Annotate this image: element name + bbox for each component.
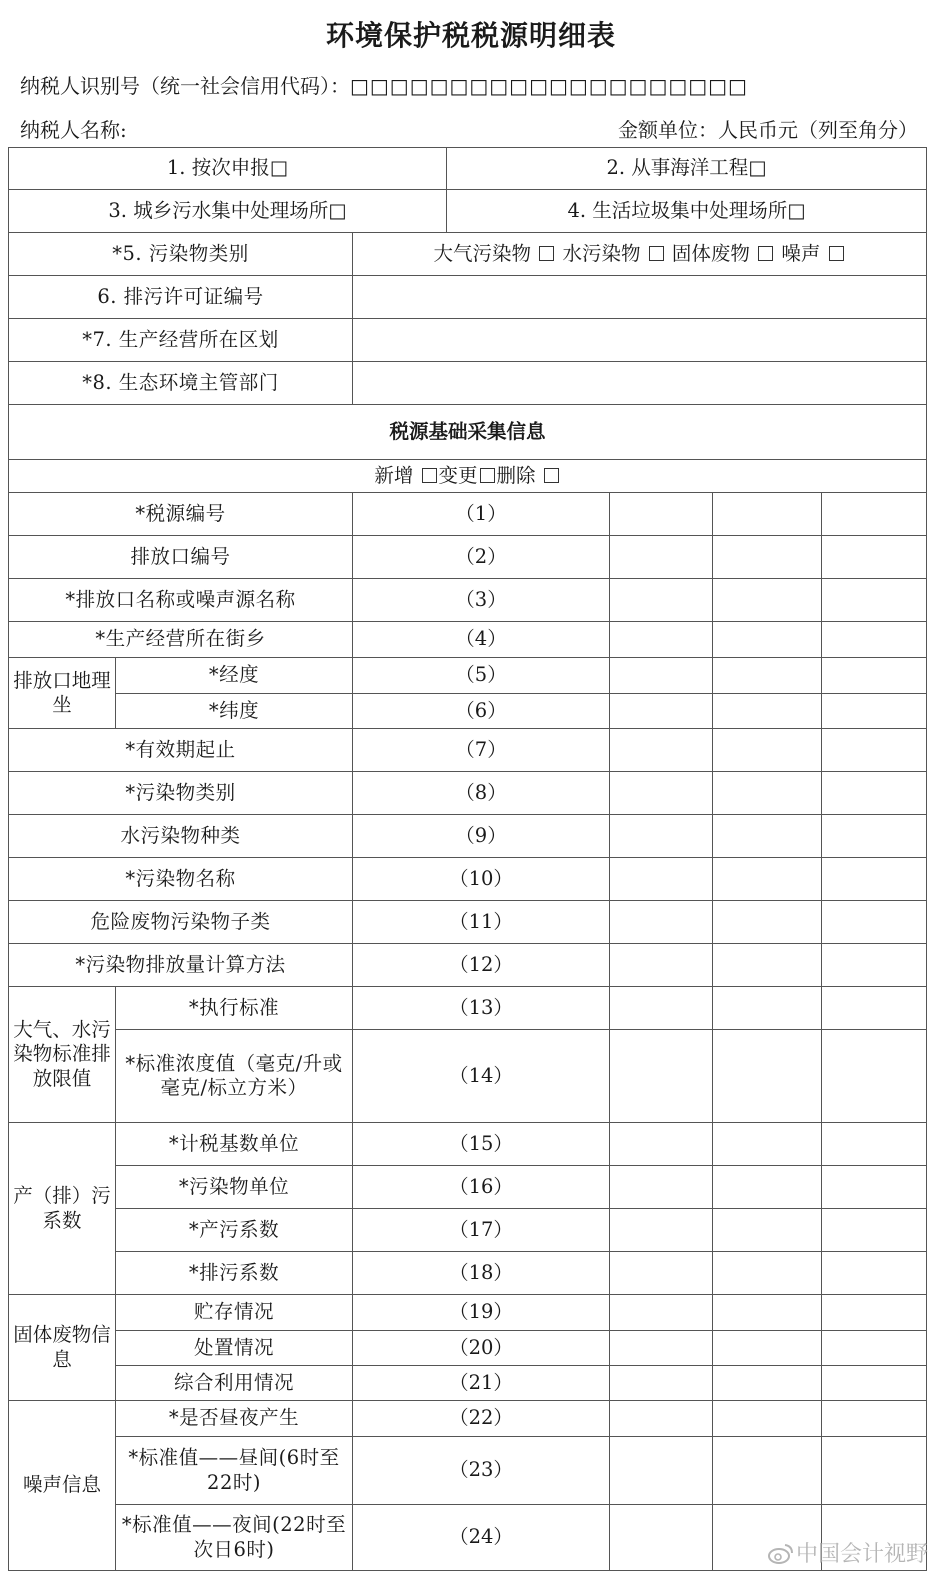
checkbox[interactable]: [544, 468, 559, 483]
pollutant-type-options: [353, 233, 927, 276]
watermark-text: 中国会计视野: [795, 1542, 928, 1567]
value-cell[interactable]: [610, 1331, 713, 1366]
value-cell[interactable]: [713, 493, 822, 536]
value-cell[interactable]: [822, 1166, 927, 1209]
value-cell[interactable]: [822, 1252, 927, 1295]
watermark: [768, 1537, 928, 1571]
value-cell[interactable]: [822, 901, 927, 944]
permit-number-label: 6. 排污许可证编号: [9, 276, 353, 319]
value-cell[interactable]: [610, 1166, 713, 1209]
row-number: （14）: [353, 1030, 610, 1123]
row-label: *计税基数单位: [116, 1123, 353, 1166]
value-cell[interactable]: [610, 987, 713, 1030]
option-marine-engineering[interactable]: 2. 从事海洋工程□: [447, 148, 927, 190]
tax-source-table: [8, 147, 927, 1571]
row-number: （5）: [353, 658, 610, 694]
checkbox[interactable]: [539, 246, 554, 261]
weibo-icon: [768, 1543, 794, 1571]
value-cell[interactable]: [610, 1366, 713, 1401]
value-cell[interactable]: [822, 1331, 927, 1366]
value-cell[interactable]: [822, 579, 927, 622]
value-cell[interactable]: [713, 858, 822, 901]
row-number: （17）: [353, 1209, 610, 1252]
taxpayer-id-boxes[interactable]: □□□□□□□□□□□□□□□□□□□□: [350, 74, 748, 98]
value-cell[interactable]: [610, 1252, 713, 1295]
value-cell[interactable]: [610, 1209, 713, 1252]
value-cell[interactable]: [713, 658, 822, 694]
region-label: *7. 生产经营所在区划: [9, 319, 353, 362]
value-cell[interactable]: [713, 987, 822, 1030]
group-label-emission-standard: 大气、水污染物标准排放限值: [9, 987, 116, 1123]
row-label: *经度: [116, 658, 353, 694]
row-number: （9）: [353, 815, 610, 858]
row-number: （10）: [353, 858, 610, 901]
row-label: *排污系数: [116, 1252, 353, 1295]
value-cell[interactable]: [822, 815, 927, 858]
group-label-noise: 噪声信息: [9, 1401, 116, 1571]
value-cell[interactable]: [610, 944, 713, 987]
value-cell[interactable]: [822, 493, 927, 536]
row-label: *产污系数: [116, 1209, 353, 1252]
value-cell[interactable]: [822, 1123, 927, 1166]
value-cell[interactable]: [713, 1295, 822, 1331]
row-label: *是否昼夜产生: [116, 1401, 353, 1437]
value-cell[interactable]: [713, 1123, 822, 1166]
option-delete[interactable]: 删除: [497, 464, 561, 487]
value-cell[interactable]: [713, 622, 822, 658]
row-label: 处置情况: [116, 1331, 353, 1366]
row-label: 综合利用情况: [116, 1366, 353, 1401]
row-label: *标准浓度值（毫克/升或毫克/标立方米）: [116, 1030, 353, 1123]
value-cell[interactable]: [610, 622, 713, 658]
row-label: *污染物类别: [9, 772, 353, 815]
row-label: *生产经营所在街乡: [9, 622, 353, 658]
row-label: 危险废物污染物子类: [9, 901, 353, 944]
value-cell[interactable]: [713, 579, 822, 622]
value-cell[interactable]: [713, 694, 822, 729]
row-label: *税源编号: [9, 493, 353, 536]
row-number: （12）: [353, 944, 610, 987]
value-cell[interactable]: [610, 579, 713, 622]
value-cell[interactable]: [610, 1401, 713, 1437]
value-cell[interactable]: [713, 901, 822, 944]
option-add[interactable]: 新增: [374, 464, 438, 487]
value-cell[interactable]: [822, 729, 927, 772]
value-cell[interactable]: [610, 729, 713, 772]
row-label: *执行标准: [116, 987, 353, 1030]
value-cell[interactable]: [713, 1331, 822, 1366]
value-cell[interactable]: [713, 1166, 822, 1209]
row-number: （6）: [353, 694, 610, 729]
value-cell[interactable]: [713, 536, 822, 579]
row-number: （16）: [353, 1166, 610, 1209]
row-label: 贮存情况: [116, 1295, 353, 1331]
value-cell[interactable]: [713, 1030, 822, 1123]
taxpayer-id-line: [20, 70, 748, 99]
row-label: 排放口编号: [9, 536, 353, 579]
group-label-geo: 排放口地理坐: [9, 658, 116, 729]
value-cell[interactable]: [713, 1401, 822, 1437]
value-cell[interactable]: [822, 1030, 927, 1123]
value-cell[interactable]: [610, 901, 713, 944]
value-cell[interactable]: [610, 1505, 713, 1571]
value-cell[interactable]: [610, 536, 713, 579]
row-number: （18）: [353, 1252, 610, 1295]
row-label: *纬度: [116, 694, 353, 729]
taxpayer-name-label: 纳税人名称:: [20, 118, 127, 142]
option-garbage-treatment[interactable]: 4. 生活垃圾集中处理场所□: [447, 190, 927, 233]
value-cell[interactable]: [822, 1295, 927, 1331]
pollutant-type-label: *5. 污染物类别: [9, 233, 353, 276]
section-title: 税源基础采集信息: [9, 405, 927, 460]
value-cell[interactable]: [713, 1366, 822, 1401]
currency-unit-label: 金额单位：人民币元（列至角分）: [618, 118, 918, 142]
row-number: （24）: [353, 1505, 610, 1571]
option-solid-waste[interactable]: 固体废物: [672, 242, 775, 265]
row-number: （8）: [353, 772, 610, 815]
row-number: （15）: [353, 1123, 610, 1166]
value-cell[interactable]: [610, 694, 713, 729]
value-cell[interactable]: [822, 1209, 927, 1252]
checkbox[interactable]: [422, 468, 437, 483]
form-title: 环境保护税税源明细表: [325, 19, 616, 52]
value-cell[interactable]: [822, 536, 927, 579]
value-cell[interactable]: [713, 1437, 822, 1505]
value-cell[interactable]: [610, 772, 713, 815]
value-cell[interactable]: [713, 1252, 822, 1295]
row-number: （11）: [353, 901, 610, 944]
action-options: [9, 460, 927, 493]
option-noise[interactable]: 噪声: [781, 242, 845, 265]
value-cell[interactable]: [822, 658, 927, 694]
row-label: 水污染物种类: [9, 815, 353, 858]
option-water-pollutant[interactable]: 水污染物: [562, 242, 665, 265]
row-number: （4）: [353, 622, 610, 658]
value-cell[interactable]: [713, 815, 822, 858]
value-cell[interactable]: [822, 772, 927, 815]
value-cell[interactable]: [610, 858, 713, 901]
value-cell[interactable]: [713, 729, 822, 772]
row-number: （22）: [353, 1401, 610, 1437]
row-number: （1）: [353, 493, 610, 536]
row-label: *排放口名称或噪声源名称: [9, 579, 353, 622]
option-change[interactable]: 变更: [439, 464, 497, 487]
value-cell[interactable]: [610, 1030, 713, 1123]
row-number: （13）: [353, 987, 610, 1030]
option-sewage-treatment[interactable]: 3. 城乡污水集中处理场所□: [9, 190, 447, 233]
value-cell[interactable]: [610, 493, 713, 536]
row-label: *标准值——昼间(6时至22时): [116, 1437, 353, 1505]
row-label: *标准值——夜间(22时至次日6时): [116, 1505, 353, 1571]
region-field[interactable]: [353, 319, 927, 362]
value-cell[interactable]: [610, 1123, 713, 1166]
value-cell[interactable]: [822, 1366, 927, 1401]
checkbox[interactable]: [480, 468, 495, 483]
value-cell[interactable]: [822, 1401, 927, 1437]
checkbox[interactable]: [758, 246, 773, 261]
value-cell[interactable]: [822, 858, 927, 901]
value-cell[interactable]: [822, 987, 927, 1030]
checkbox[interactable]: [829, 246, 844, 261]
row-number: （19）: [353, 1295, 610, 1331]
taxpayer-id-label: 纳税人识别号（统一社会信用代码）：: [20, 74, 350, 98]
value-cell[interactable]: [610, 658, 713, 694]
option-filing-per-time[interactable]: 1. 按次申报□: [9, 148, 447, 190]
value-cell[interactable]: [822, 1437, 927, 1505]
value-cell[interactable]: [610, 1295, 713, 1331]
authority-field[interactable]: [353, 362, 927, 405]
value-cell[interactable]: [822, 694, 927, 729]
permit-number-field[interactable]: [353, 276, 927, 319]
authority-label: *8. 生态环境主管部门: [9, 362, 353, 405]
row-label: *污染物名称: [9, 858, 353, 901]
option-air-pollutant[interactable]: 大气污染物: [434, 242, 557, 265]
row-number: （7）: [353, 729, 610, 772]
row-label: *有效期起止: [9, 729, 353, 772]
row-number: （3）: [353, 579, 610, 622]
value-cell[interactable]: [610, 1437, 713, 1505]
row-number: （23）: [353, 1437, 610, 1505]
row-label: *污染物排放量计算方法: [9, 944, 353, 987]
group-label-solid-waste: 固体废物信息: [9, 1295, 116, 1401]
value-cell[interactable]: [610, 815, 713, 858]
value-cell[interactable]: [822, 622, 927, 658]
row-number: （21）: [353, 1366, 610, 1401]
value-cell[interactable]: [713, 944, 822, 987]
row-number: （2）: [353, 536, 610, 579]
row-number: （20）: [353, 1331, 610, 1366]
checkbox[interactable]: [649, 246, 664, 261]
value-cell[interactable]: [822, 944, 927, 987]
row-label: *污染物单位: [116, 1166, 353, 1209]
group-label-coefficient: 产（排）污系数: [9, 1123, 116, 1295]
value-cell[interactable]: [713, 1209, 822, 1252]
value-cell[interactable]: [713, 772, 822, 815]
